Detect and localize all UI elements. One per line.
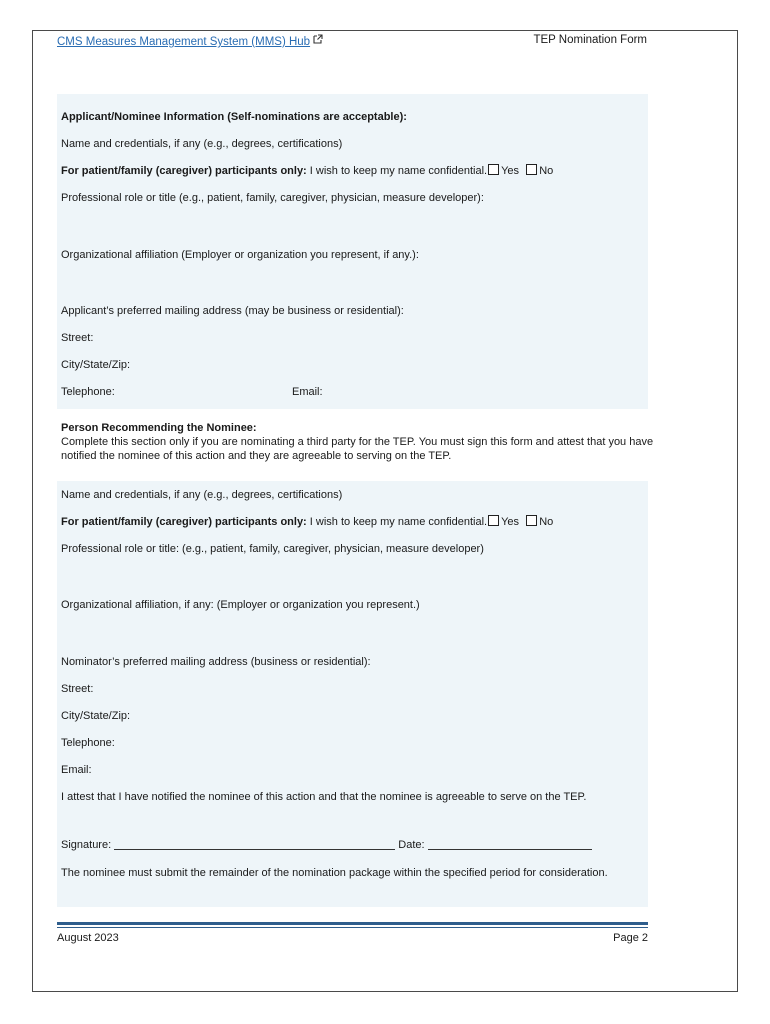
applicant-telephone-field[interactable]: Telephone: [61, 386, 115, 398]
recommender-instructions: Complete this section only if you are nominating a third party for the TEP. You must sign this form and attest that you have notified the nominee of this action and they are agreeable to serving on the TEP. [61, 436, 654, 462]
date-field[interactable] [428, 838, 592, 850]
applicant-name-field[interactable]: Name and credentials, if any (e.g., degrees, certifications) [61, 138, 343, 150]
nominator-section [57, 481, 648, 907]
applicant-section [57, 94, 648, 409]
nominator-telephone-field[interactable]: Telephone: [61, 737, 115, 749]
footer-rule-thick [57, 922, 648, 925]
nominator-name-field[interactable]: Name and credentials, if any (e.g., degrees, certifications) [61, 489, 343, 501]
page-footer [57, 932, 648, 944]
nominator-no-checkbox[interactable] [526, 515, 537, 526]
nominator-mailing-label: Nominator’s preferred mailing address (business or residential): [61, 656, 371, 668]
attestation-text: I attest that I have notified the nominee of this action and that the nominee is agreeable to serve on the TEP. [61, 791, 587, 803]
footer-rule-thin [57, 927, 648, 928]
nominator-confidential-row: For patient/family (caregiver) participants only: I wish to keep my name confidential. Yes No [61, 516, 554, 528]
signature-row: Signature: Date: [61, 838, 644, 852]
page-header [57, 34, 647, 48]
applicant-email-field[interactable]: Email: [292, 386, 323, 398]
applicant-yes-checkbox[interactable] [488, 164, 499, 175]
signature-field[interactable] [114, 838, 395, 850]
nominator-email-field[interactable]: Email: [61, 764, 92, 776]
applicant-street-field[interactable]: Street: [61, 332, 94, 344]
page-number: Page 2 [613, 932, 648, 944]
applicant-mailing-label: Applicant’s preferred mailing address (may be business or residential): [61, 305, 404, 317]
nominator-yes-checkbox[interactable] [488, 515, 499, 526]
recommender-section-title: Person Recommending the Nominee: [61, 422, 257, 434]
remainder-note: The nominee must submit the remainder of the nomination package within the specified period for consideration. [61, 867, 608, 879]
nominator-street-field[interactable]: Street: [61, 683, 94, 695]
applicant-role-field[interactable]: Professional role or title (e.g., patient, family, caregiver, physician, measure developer): [61, 192, 484, 204]
form-title: TEP Nomination Form [533, 34, 647, 46]
applicant-city-field[interactable]: City/State/Zip: [61, 359, 131, 371]
mms-hub-link[interactable]: CMS Measures Management System (MMS) Hub [57, 36, 311, 48]
applicant-confidential-row: For patient/family (caregiver) participants only: I wish to keep my name confidential. Yes No [61, 165, 554, 177]
nominator-city-field[interactable]: City/State/Zip: [61, 710, 131, 722]
nominator-affiliation-field[interactable]: Organizational affiliation, if any: (Employer or organization you represent.) [61, 599, 420, 611]
applicant-no-checkbox[interactable] [526, 164, 537, 175]
applicant-affiliation-field[interactable]: Organizational affiliation (Employer or organization you represent, if any.): [61, 249, 419, 261]
nominator-role-field[interactable]: Professional role or title: (e.g., patient, family, caregiver, physician, measure developer) [61, 543, 484, 555]
applicant-section-title: Applicant/Nominee Information (Self-nominations are acceptable): [61, 111, 407, 123]
footer-date: August 2023 [57, 932, 119, 944]
external-link-icon [313, 34, 323, 44]
